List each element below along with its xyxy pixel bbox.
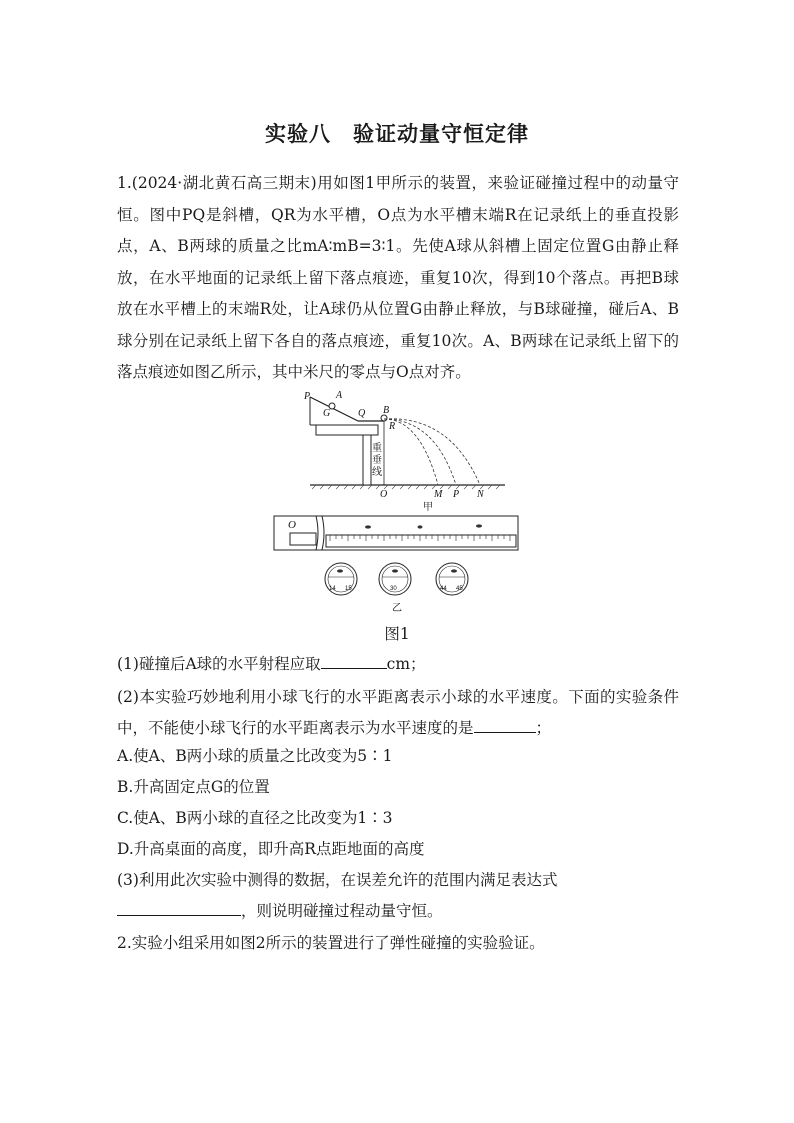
option-c: C.使A、B两小球的直径之比改变为1∶3 [117,809,393,827]
option-a: A.使A、B两小球的质量之比改变为5∶1 [117,747,393,765]
label-O: O [380,489,388,500]
answer-blank-3[interactable] [117,901,241,916]
figure-1 [270,385,525,615]
magnified-dial-1 [325,563,357,595]
question-1-intro: 1.(2024·湖北黄石高三期末)用如图1甲所示的装置，来验证碰撞过程中的动量守恒。图中PQ是斜槽，QR为水平槽，O点为水平槽末端R在记录纸上的垂直投影点，A、B两球的质量之比mA∶mB=3∶1。先使A球从斜槽上固定位置G由静止释放，在水平地面的记录纸上留下落点痕迹，重复10次，得到10个落点。再把B球放在水平槽上的末端R处，让A球仍从位置G由静止释放，与B球碰撞，碰后A、B球分别在记录纸上留下各自的落点痕迹，重复10次。A、B两球在记录纸上留下的落点痕迹如图乙所示，其中米尺的零点与O点对齐。 [117,174,679,381]
label-xian: 线 [372,467,382,478]
label-chui: 垂 [372,455,382,466]
svg-text:45: 45 [456,586,463,592]
label-zhong: 重 [372,443,382,454]
ruler-origin-label: O [288,519,296,531]
label-B: B [383,405,390,416]
label-Q: Q [358,408,366,419]
magnified-dial-3 [436,563,468,595]
experiment-apparatus-diagram [270,385,525,615]
label-yi: 乙 [392,603,402,614]
figure-caption: 图1 [384,625,410,643]
label-jia: 甲 [423,502,433,513]
option-b: B.升高固定点G的位置 [117,778,270,796]
svg-text:30: 30 [390,586,397,592]
subquestion-1: (1)碰撞后A球的水平射程应取 cm； [117,655,426,673]
page-title: 实验八 验证动量守恒定律 [265,121,529,146]
subquestion-3: (3)利用此次实验中测得的数据，在误差允许的范围内满足表达式 ，则说明碰撞过程动量守恒。 [117,871,558,920]
magnified-dial-2 [379,563,411,595]
label-N: N [477,489,484,500]
label-P-ground: P [453,489,460,500]
label-R: R [389,421,396,432]
label-M: M [434,489,443,500]
label-P: P [304,391,311,402]
option-d: D.升高桌面的高度，即升高R点距地面的高度 [117,840,425,858]
label-G: G [323,408,331,419]
svg-text:15: 15 [345,586,352,592]
svg-text:44: 44 [440,586,447,592]
subquestion-2: (2)本实验巧妙地利用小球飞行的水平距离表示小球的水平速度。下面的实验条件中，不能使小球飞行的水平距离表示为水平速度的是 ； [117,688,679,737]
label-A: A [336,390,343,401]
question-2-intro: 2.实验小组采用如图2所示的装置进行了弹性碰撞的实验验证。 [117,934,545,952]
answer-blank-2[interactable] [474,718,536,733]
svg-text:14: 14 [329,586,336,592]
answer-blank-1[interactable] [321,654,387,669]
